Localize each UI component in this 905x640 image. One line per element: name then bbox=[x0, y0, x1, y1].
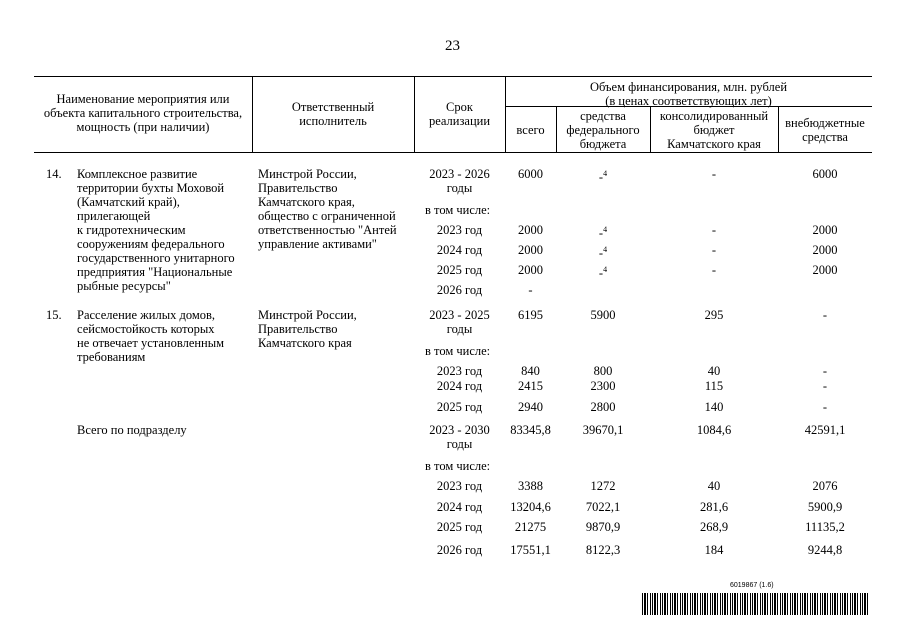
row-name: рыбные ресурсы" bbox=[77, 279, 171, 293]
total-cell: 13204,6 bbox=[510, 500, 551, 514]
period-cell: 2026 год bbox=[436, 283, 483, 297]
period-cell: 2026 год bbox=[436, 543, 483, 557]
extrabudgetary-cell: 5900,9 bbox=[807, 500, 843, 514]
consolidated-cell: 184 bbox=[704, 543, 724, 557]
period-cell: 2024 год bbox=[436, 243, 483, 257]
total-cell: 2000 bbox=[518, 243, 543, 257]
extrabudgetary-cell: - bbox=[822, 364, 828, 378]
consolidated-cell: 40 bbox=[707, 479, 721, 493]
header-federal-budget: федерального bbox=[566, 123, 640, 137]
total-cell: 6195 bbox=[518, 308, 543, 322]
consolidated-cell: - bbox=[711, 223, 717, 237]
period-cell: 2024 год bbox=[436, 500, 483, 514]
barcode bbox=[642, 593, 868, 615]
total-cell: 17551,1 bbox=[510, 543, 551, 557]
row-executor: общество с ограниченной bbox=[258, 209, 396, 223]
consolidated-cell: 1084,6 bbox=[696, 423, 732, 437]
total-cell: 3388 bbox=[518, 479, 543, 493]
federal-cell: -$^4$ bbox=[598, 265, 608, 281]
extrabudgetary-cell: - bbox=[822, 379, 828, 393]
header-consolidated-budget: Камчатского края bbox=[667, 137, 761, 151]
row-name: Расселение жилых домов, bbox=[77, 308, 216, 322]
row-name: государственного унитарного bbox=[77, 251, 235, 265]
total-cell: 21275 bbox=[514, 520, 547, 534]
period-subheading: в том числе: bbox=[425, 203, 491, 217]
table-top-border bbox=[34, 76, 872, 77]
row-number: 14. bbox=[46, 167, 62, 181]
federal-cell: -$^4$ bbox=[598, 225, 608, 241]
row-number: 15. bbox=[46, 308, 62, 322]
header-consolidated-budget: консолидированный bbox=[659, 109, 769, 123]
total-cell: 83345,8 bbox=[510, 423, 551, 437]
total-cell: - bbox=[528, 283, 533, 297]
row-name: территории бухты Моховой bbox=[77, 181, 225, 195]
header-extrabudgetary: средства bbox=[802, 130, 848, 144]
row-executor: ответственностью "Антей bbox=[258, 223, 397, 237]
total-cell: 2000 bbox=[518, 223, 543, 237]
period-cell: 2023 - 2026 bbox=[429, 167, 490, 181]
consolidated-cell: - bbox=[711, 243, 717, 257]
consolidated-cell: - bbox=[711, 263, 717, 277]
header-name-column: мощность (при наличии) bbox=[76, 120, 210, 134]
row-executor: Правительство bbox=[258, 181, 338, 195]
extrabudgetary-cell: 2000 bbox=[812, 263, 838, 277]
row-executor: управление активами" bbox=[258, 237, 377, 251]
row-name: Комплексное развитие bbox=[77, 167, 198, 181]
header-extrabudgetary: внебюджетные bbox=[785, 116, 865, 130]
row-name: не отвечает установленным bbox=[77, 336, 225, 350]
total-cell: 2000 bbox=[518, 263, 543, 277]
consolidated-cell: 268,9 bbox=[699, 520, 729, 534]
row-name: Всего по подразделу bbox=[77, 423, 187, 437]
row-executor: Правительство bbox=[258, 322, 338, 336]
period-cell: годы bbox=[446, 437, 473, 451]
barcode-label: 6019867 (1.6) bbox=[730, 582, 774, 589]
consolidated-cell: 115 bbox=[704, 379, 724, 393]
extrabudgetary-cell: 42591,1 bbox=[804, 423, 846, 437]
header-financing-title: (в ценах соответствующих лет) bbox=[605, 94, 772, 108]
extrabudgetary-cell: - bbox=[822, 308, 828, 322]
header-federal-budget: бюджета bbox=[579, 137, 627, 151]
federal-cell: 9870,9 bbox=[585, 520, 621, 534]
period-cell: 2023 - 2025 bbox=[429, 308, 490, 322]
total-cell: 2940 bbox=[518, 400, 543, 414]
row-executor: Минстрой России, bbox=[258, 167, 357, 181]
extrabudgetary-cell: 11135,2 bbox=[805, 520, 845, 534]
header-bottom-border bbox=[34, 152, 872, 153]
header-total: всего bbox=[516, 123, 545, 137]
total-cell: 840 bbox=[521, 364, 540, 378]
consolidated-cell: 281,6 bbox=[699, 500, 729, 514]
total-cell: 6000 bbox=[518, 167, 543, 181]
federal-cell: 7022,1 bbox=[585, 500, 621, 514]
federal-cell: 1272 bbox=[590, 479, 616, 493]
header-federal-budget: средства bbox=[580, 109, 626, 123]
row-name: (Камчатский край), bbox=[77, 195, 180, 209]
extrabudgetary-cell: 6000 bbox=[812, 167, 838, 181]
row-executor: Камчатского края bbox=[258, 336, 352, 350]
header-name-column: Наименование мероприятия или bbox=[56, 92, 230, 106]
header-consolidated-budget: бюджет bbox=[693, 123, 735, 137]
extrabudgetary-cell: 2000 bbox=[812, 223, 838, 237]
row-executor: Минстрой России, bbox=[258, 308, 357, 322]
row-name: к гидротехническим bbox=[77, 223, 186, 237]
row-name: сооружениям федерального bbox=[77, 237, 225, 251]
period-cell: 2025 год bbox=[436, 520, 483, 534]
consolidated-cell: - bbox=[711, 167, 717, 181]
header-executor-column: исполнитель bbox=[299, 114, 367, 128]
extrabudgetary-cell: 2000 bbox=[812, 243, 838, 257]
row-name: сейсмостойкость которых bbox=[77, 322, 215, 336]
federal-cell: 5900 bbox=[590, 308, 616, 322]
federal-cell: 39670,1 bbox=[582, 423, 624, 437]
period-cell: 2023 год bbox=[436, 364, 483, 378]
period-cell: 2024 год bbox=[436, 379, 483, 393]
header-period-column: реализации bbox=[428, 114, 491, 128]
header-period-column: Срок bbox=[446, 100, 473, 114]
period-cell: 2023 год bbox=[436, 479, 483, 493]
footnote-marker: 4 bbox=[603, 245, 608, 254]
total-cell: 2415 bbox=[518, 379, 543, 393]
consolidated-cell: 40 bbox=[707, 364, 721, 378]
page-number: 23 bbox=[445, 38, 460, 54]
federal-cell: 2300 bbox=[590, 379, 616, 393]
footnote-marker: 4 bbox=[603, 169, 608, 178]
period-cell: годы bbox=[446, 322, 473, 336]
period-subheading: в том числе: bbox=[425, 459, 491, 473]
federal-cell: 2800 bbox=[590, 400, 616, 414]
period-cell: 2023 - 2030 bbox=[429, 423, 490, 437]
row-name: прилегающей bbox=[77, 209, 151, 223]
header-name-column: объекта капитального строительства, bbox=[43, 106, 243, 120]
extrabudgetary-cell: 9244,8 bbox=[807, 543, 843, 557]
period-cell: годы bbox=[446, 181, 473, 195]
federal-cell: -$^4$ bbox=[598, 169, 608, 185]
federal-cell: 8122,3 bbox=[585, 543, 621, 557]
extrabudgetary-cell: 2076 bbox=[812, 479, 838, 493]
row-executor: Камчатского края, bbox=[258, 195, 355, 209]
federal-cell: 800 bbox=[593, 364, 613, 378]
header-financing-title: Объем финансирования, млн. рублей bbox=[589, 80, 788, 94]
row-name: требованиям bbox=[77, 350, 146, 364]
consolidated-cell: 295 bbox=[704, 308, 724, 322]
row-name: предприятия "Национальные bbox=[77, 265, 233, 279]
period-subheading: в том числе: bbox=[425, 344, 491, 358]
footnote-marker: 4 bbox=[603, 265, 608, 274]
period-cell: 2023 год bbox=[436, 223, 483, 237]
period-cell: 2025 год bbox=[436, 263, 483, 277]
footnote-marker: 4 bbox=[603, 225, 608, 234]
period-cell: 2025 год bbox=[436, 400, 483, 414]
federal-cell: -$^4$ bbox=[598, 245, 608, 261]
extrabudgetary-cell: - bbox=[822, 400, 828, 414]
header-executor-column: Ответственный bbox=[291, 100, 375, 114]
consolidated-cell: 140 bbox=[704, 400, 724, 414]
